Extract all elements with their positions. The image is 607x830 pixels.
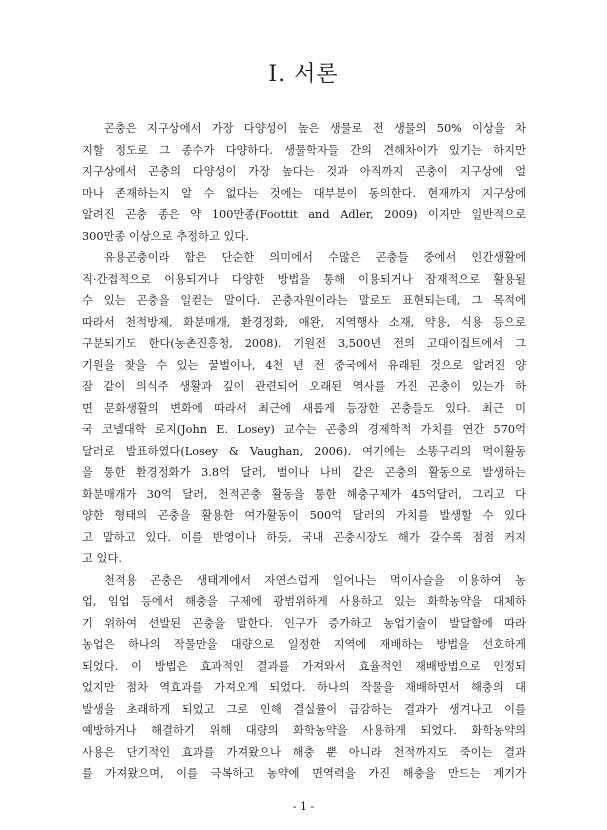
text-line: 천적용 곤충은 생태계에서 자연스럽게 일어나는 먹이사슬을 이용하여 농 [104, 573, 526, 587]
text-line: 발생을 초래하게 되었고 그로 인해 결실률이 급감하는 결과가 생겨나고 이를 [82, 702, 526, 716]
page-title: Ⅰ. 서론 [268, 62, 339, 87]
text-line: 수 있는 곤충을 일컫는 말이다. 곤충자원이라는 말로도 표현되는데, 그 목적에 [82, 294, 526, 307]
text-line: 화분매개가 30억 달러, 천적곤충 활동을 통한 해충구제가 45억달러, 그리고 다 [82, 487, 526, 501]
text-line: 었지만 점차 역효과를 가져오게 되었다. 하나의 작물을 재배하면서 해충의 대 [82, 681, 526, 694]
paragraph-3 [82, 570, 526, 785]
text-line: 예방하거나 해결하기 위해 대량의 화학농약을 사용하게 되었다. 화학농약의 [82, 724, 526, 737]
page-number: - 1 - [292, 800, 315, 813]
body-text [82, 118, 526, 785]
text-line: 고 있다. [82, 552, 122, 565]
text-line: 따라서 천적방제, 화분매개, 환경정화, 애완, 지역행사 소재, 약용, 식용 등으로 [82, 315, 526, 329]
text-line: 잠 같이 의식주 생활과 깊이 관련되어 오래된 역사를 가진 곤충이 있는가 하 [82, 380, 526, 393]
text-line: 직·간접적으로 이용되거나 다양한 방법을 통해 이용되거나 잠재적으로 활용될 [82, 272, 526, 286]
text-line: 사용은 단기적인 효과를 가져왔으나 해충 뿐 아니라 천적까지도 죽이는 결과 [82, 745, 526, 759]
text-line: 면 문화생활의 변화에 따라서 최근에 새롭게 등장한 곤충들도 있다. 최근 미 [82, 401, 526, 415]
text-line: 마나 존재하는지 알 수 없다는 것에는 대부분이 동의한다. 현재까지 지구상에 [82, 186, 526, 200]
text-line: 구분되기도 한다(농촌진흥청, 2008). 기원전 3,500년 전의 고대이집트에서 그 [82, 337, 526, 350]
text-line: 유용곤충이라 함은 단순한 의미에서 수많은 곤충들 중에서 인간생활에 [104, 251, 526, 264]
text-line: 달러로 발표하였다(Losey & Vaughan, 2006). 여기에는 소똥구리의 먹이활동 [82, 444, 526, 458]
text-line: 농업은 하나의 작물만을 대량으로 일정한 지역에 재배하는 방법을 선호하게 [82, 638, 526, 651]
text-line: 국 코넬대학 로지(John E. Losey) 교수는 곤충의 경제학적 가치를 연간 570억 [82, 423, 526, 436]
text-line: 를 가져왔으며, 이를 극복하고 농약에 면역력을 가진 해충을 만드는 계기가 [82, 767, 526, 780]
text-line: 을 통한 환경정화가 3.8억 달러, 벌이나 나비 같은 곤충의 활동으로 발생하는 [82, 466, 526, 479]
text-line: 알려진 곤충 종은 약 100만종(Foottit and Adler, 2009) 이지만 일반적으로 [82, 208, 526, 221]
text-line: 업, 임업 등에서 해충을 구제에 광범위하게 사용하고 있는 화학농약을 대체하 [82, 595, 526, 608]
paragraph-2 [82, 247, 526, 570]
text-line: 양한 형태의 곤충을 활용한 여가활동이 500억 달러의 가치를 발생할 수 있다 [82, 509, 526, 522]
text-line: 되었다. 이 방법은 효과적인 결과를 가져와서 효율적인 재배방법으로 인정되 [82, 659, 526, 673]
paragraph-1 [82, 118, 526, 247]
text-line: 기 위하여 선발된 곤충을 말한다. 인구가 증가하고 농업기술이 발달함에 따라 [82, 616, 526, 630]
text-line: 곤충은 지구상에서 가장 다양성이 높은 생물로 전 생물의 50% 이상을 차 [104, 122, 526, 135]
text-line: 기원을 찾을 수 있는 꿀벌이나, 4천 년 전 중국에서 유래된 것으로 알려진 양 [82, 358, 526, 372]
text-line: 300만종 이상으로 추정하고 있다. [82, 229, 249, 243]
text-line: 지구상에서 곤충의 다양성이 가장 높다는 것과 아직까지 곤충이 지구상에 얼 [82, 165, 526, 178]
text-line: 지할 정도로 그 종수가 다양하다. 생물학자들 간의 견해차이가 있기는 하지만 [82, 143, 526, 157]
text-line: 고 말하고 있다. 이를 반영이나 하듯, 국내 곤충시장도 해가 갈수록 점점 커지 [82, 530, 526, 544]
